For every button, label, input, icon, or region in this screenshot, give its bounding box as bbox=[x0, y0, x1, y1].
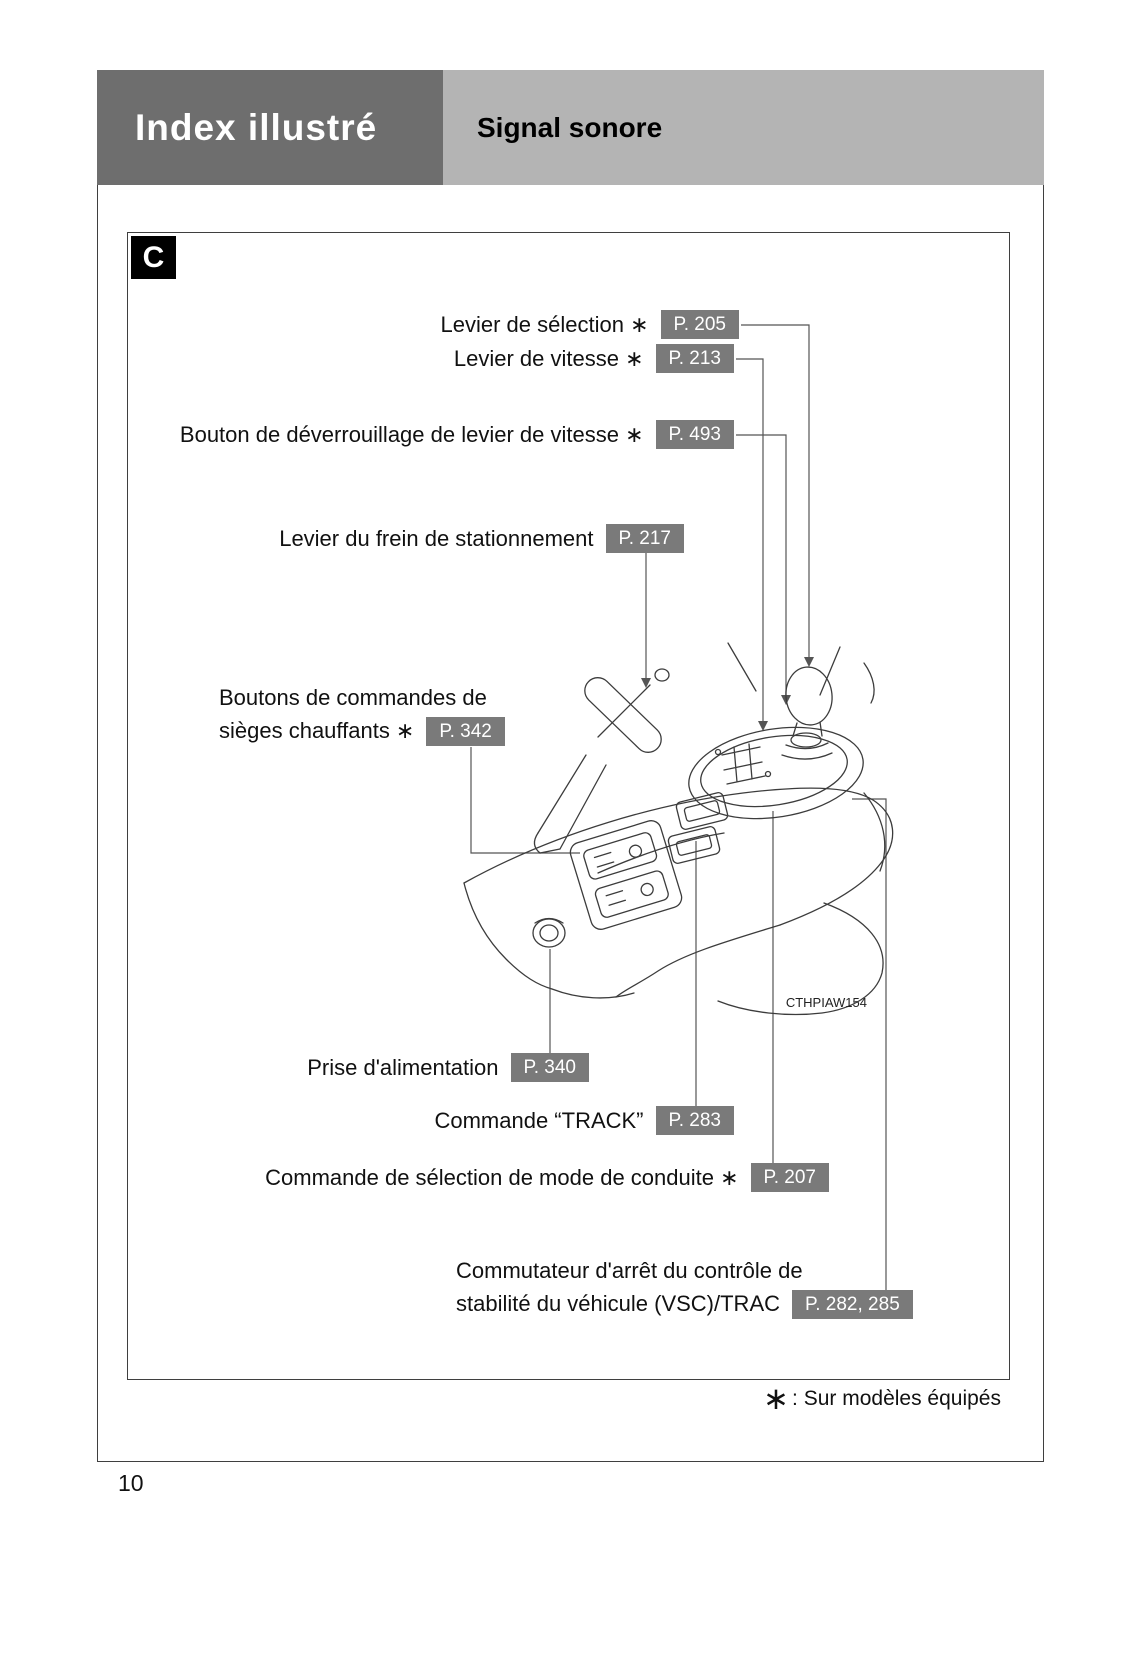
footnote-text: : Sur modèles équipés bbox=[792, 1387, 1001, 1410]
page-frame bbox=[97, 70, 1044, 1462]
page-ref-badge: P. 207 bbox=[751, 1163, 829, 1192]
parking-brake-lever bbox=[534, 669, 669, 853]
shift-gate-plate bbox=[682, 716, 870, 830]
callout-label: Commande “TRACK” bbox=[434, 1107, 644, 1133]
callout-label: Commande de sélection de mode de conduite ∗ bbox=[265, 1164, 739, 1190]
page-header bbox=[97, 70, 1044, 185]
callout-drive-mode bbox=[265, 1163, 829, 1192]
page-number: 10 bbox=[118, 1470, 144, 1496]
page-ref-badge: P. 493 bbox=[656, 420, 734, 449]
callout-label: Bouton de déverrouillage de levier de vitesse ∗ bbox=[179, 421, 644, 447]
callout-label-line2: stabilité du véhicule (VSC)/TRAC bbox=[456, 1291, 781, 1316]
track-mode-buttons bbox=[675, 792, 728, 831]
chapter-title: Index illustré bbox=[135, 106, 378, 148]
page-ref-badge: P. 282, 285 bbox=[792, 1290, 913, 1319]
figure-image-code: CTHPIAW154 bbox=[785, 995, 867, 1010]
figure-panel bbox=[127, 232, 1010, 1380]
dash-edge-line bbox=[728, 643, 756, 691]
callout-label-line1: Commutateur d'arrêt du contrôle de bbox=[456, 1258, 803, 1283]
center-console-art bbox=[464, 643, 893, 1015]
console-line-drawing bbox=[128, 233, 1011, 1381]
page-title-box bbox=[443, 70, 1044, 185]
page-ref-badge: P. 217 bbox=[606, 524, 684, 553]
page-ref-badge: P. 342 bbox=[426, 717, 504, 746]
callout-power-outlet bbox=[307, 1053, 589, 1082]
page-ref-badge: P. 213 bbox=[656, 344, 734, 373]
footnote-asterisk: ∗ bbox=[763, 1381, 790, 1416]
callout-selection-lever bbox=[441, 310, 739, 339]
callout-label: Levier de vitesse ∗ bbox=[453, 345, 644, 371]
dash-edge-line bbox=[820, 647, 840, 695]
shift-lever-knob bbox=[782, 665, 835, 759]
callout-shift-lock-button bbox=[180, 420, 734, 449]
callout-track-switch bbox=[434, 1106, 734, 1135]
seat-heater-switches bbox=[568, 818, 684, 932]
callout-label: Levier du frein de stationnement bbox=[279, 525, 594, 551]
page-ref-badge: P. 205 bbox=[661, 310, 739, 339]
callout-label-line1: Boutons de commandes de bbox=[219, 685, 487, 710]
page-ref-badge: P. 340 bbox=[511, 1053, 589, 1082]
callout-parking-brake bbox=[279, 524, 684, 553]
page-ref-badge: P. 283 bbox=[656, 1106, 734, 1135]
panel-letter-badge: C bbox=[131, 236, 176, 279]
callout-vsc-trac bbox=[456, 1256, 913, 1319]
callout-leader-lines bbox=[471, 325, 886, 1290]
chapter-title-box bbox=[97, 70, 443, 185]
callout-label: Prise d'alimentation bbox=[307, 1054, 499, 1080]
leader-arrowheads bbox=[641, 657, 814, 731]
power-outlet-art bbox=[533, 919, 565, 948]
callout-label: Levier de sélection ∗ bbox=[440, 311, 649, 337]
footnote bbox=[763, 1381, 1001, 1416]
page-title: Signal sonore bbox=[477, 111, 663, 143]
callout-seat-heaters bbox=[219, 683, 505, 746]
callout-label-line2: sièges chauffants ∗ bbox=[219, 718, 415, 743]
callout-shift-lever bbox=[454, 344, 734, 373]
